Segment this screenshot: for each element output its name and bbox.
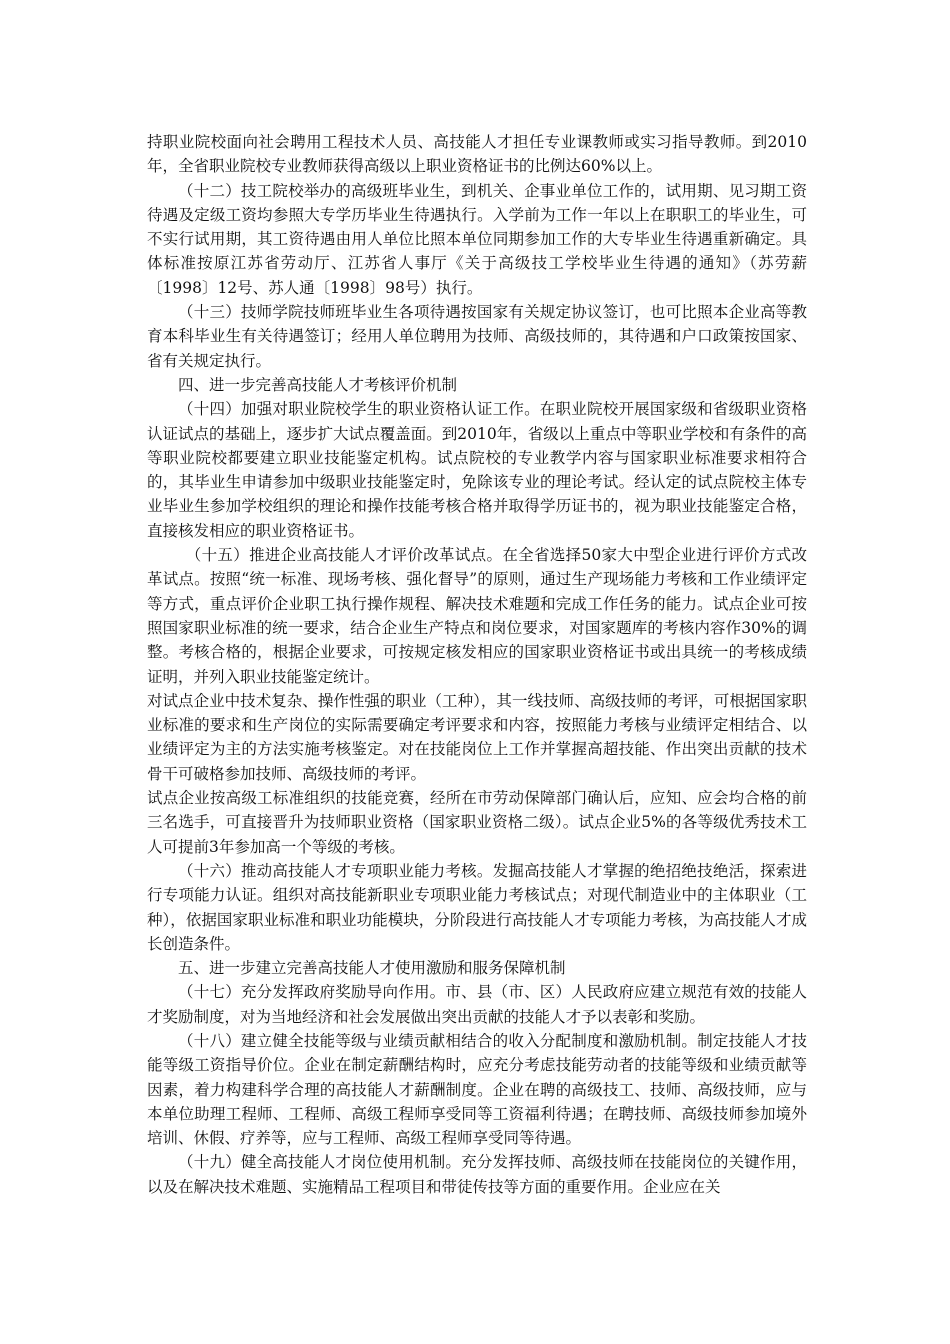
paragraph-item-16: （十六）推动高技能人才专项职业能力考核。发掘高技能人才掌握的绝招绝技绝活，探索进行专项能力认证。组织对高技能新职业专项职业能力考核试点；对现代制造业中的主体职业（工种），依据国家职业标准和职业功能模块，分阶段进行高技能人才专项能力考核，为高技能人才成长创造条件。 xyxy=(147,861,807,953)
document-body xyxy=(147,130,807,1199)
paragraph-item-13: （十三）技师学院技师班毕业生各项待遇按国家有关规定协议签订，也可比照本企业高等教育本科毕业生有关待遇签订；经用人单位聘用为技师、高级技师的，其待遇和户口政策按国家、省有关规定执行。 xyxy=(147,303,807,370)
paragraph-item-15: （十五）推进企业高技能人才评价改革试点。在全省选择50家大中型企业进行评价方式改革试点。按照“统一标准、现场考核、强化督导”的原则，通过生产现场能力考核和工作业绩评定等方式，重点评价企业职工执行操作规程、解决技术难题和完成工作任务的能力。试点企业可按照国家职业标准的统一要求，结合企业生产特点和岗位要求，对国家题库的考核内容作30%的调整。考核合格的，根据企业要求，可按规定核发相应的国家职业资格证书或出具统一的考核成绩证明，并列入职业技能鉴定统计。 xyxy=(147,546,807,686)
paragraph-item-17: （十七）充分发挥政府奖励导向作用。市、县（市、区）人民政府应建立规范有效的技能人才奖励制度，对为当地经济和社会发展做出突出贡献的技能人才予以表彰和奖励。 xyxy=(147,983,807,1026)
paragraph-item-12: （十二）技工院校举办的高级班毕业生，到机关、企事业单位工作的，试用期、见习期工资待遇及定级工资均参照大专学历毕业生待遇执行。入学前为工作一年以上在职职工的毕业生，可不实行试用期，其工资待遇由用人单位比照本单位同期参加工作的大专毕业生待遇重新确定。具体标准按原江苏省劳动厅、江苏省人事厅《关于高级技工学校毕业生待遇的通知》（苏劳薪〔1998〕12号、苏人通〔1998〕98号）执行。 xyxy=(147,181,807,297)
paragraph-item-18: （十八）建立健全技能等级与业绩贡献相结合的收入分配制度和激励机制。制定技能人才技能等级工资指导价位。企业在制定薪酬结构时，应充分考虑技能劳动者的技能等级和业绩贡献等因素，着力构建科学合理的高技能人才薪酬制度。企业在聘的高级技工、技师、高级技师，应与本单位助理工程师、工程师、高级工程师享受同等工资福利待遇；在聘技师、高级技师参加境外培训、休假、疗养等，应与工程师、高级工程师享受同等待遇。 xyxy=(147,1031,807,1148)
paragraph-continuation: 持职业院校面向社会聘用工程技术人员、高技能人才担任专业课教师或实习指导教师。到2010年，全省职业院校专业教师获得高级以上职业资格证书的比例达60%以上。 xyxy=(147,133,807,176)
paragraph-item-14: （十四）加强对职业院校学生的职业资格认证工作。在职业院校开展国家级和省级职业资格认证试点的基础上，逐步扩大试点覆盖面。到2010年，省级以上重点中等职业学校和有条件的高等职业院校都要建立职业技能鉴定机构。试点院校的专业教学内容与国家职业标准要求相符合的，其毕业生申请参加中级职业技能鉴定时，免除该专业的理论考试。经认定的试点院校主体专业毕业生参加学校组织的理论和操作技能考核合格并取得学历证书的，视为职业技能鉴定合格，直接核发相应的职业资格证书。 xyxy=(147,400,807,540)
paragraph-item-19: （十九）健全高技能人才岗位使用机制。充分发挥技师、高级技师在技能岗位的关键作用，以及在解决技术难题、实施精品工程项目和带徒传技等方面的重要作用。企业应在关 xyxy=(147,1153,807,1196)
paragraph-skills-competition: 试点企业按高级工标准组织的技能竞赛，经所在市劳动保障部门确认后，应知、应会均合格的前三名选手，可直接晋升为技师职业资格（国家职业资格二级）。试点企业5%的各等级优秀技术工人可提前3年参加高一个等级的考核。 xyxy=(147,789,807,856)
paragraph-trial-enterprise: 对试点企业中技术复杂、操作性强的职业（工种），其一线技师、高级技师的考评，可根据国家职业标准的要求和生产岗位的实际需要确定考评要求和内容，按照能力考核与业绩评定相结合、以业绩评定为主的方法实施考核鉴定。对在技能岗位上工作并掌握高超技能、作出突出贡献的技术骨干可破格参加技师、高级技师的考评。 xyxy=(147,691,807,783)
section-heading-5: 五、进一步建立完善高技能人才使用激励和服务保障机制 xyxy=(178,959,566,978)
section-heading-4: 四、进一步完善高技能人才考核评价机制 xyxy=(178,375,458,394)
